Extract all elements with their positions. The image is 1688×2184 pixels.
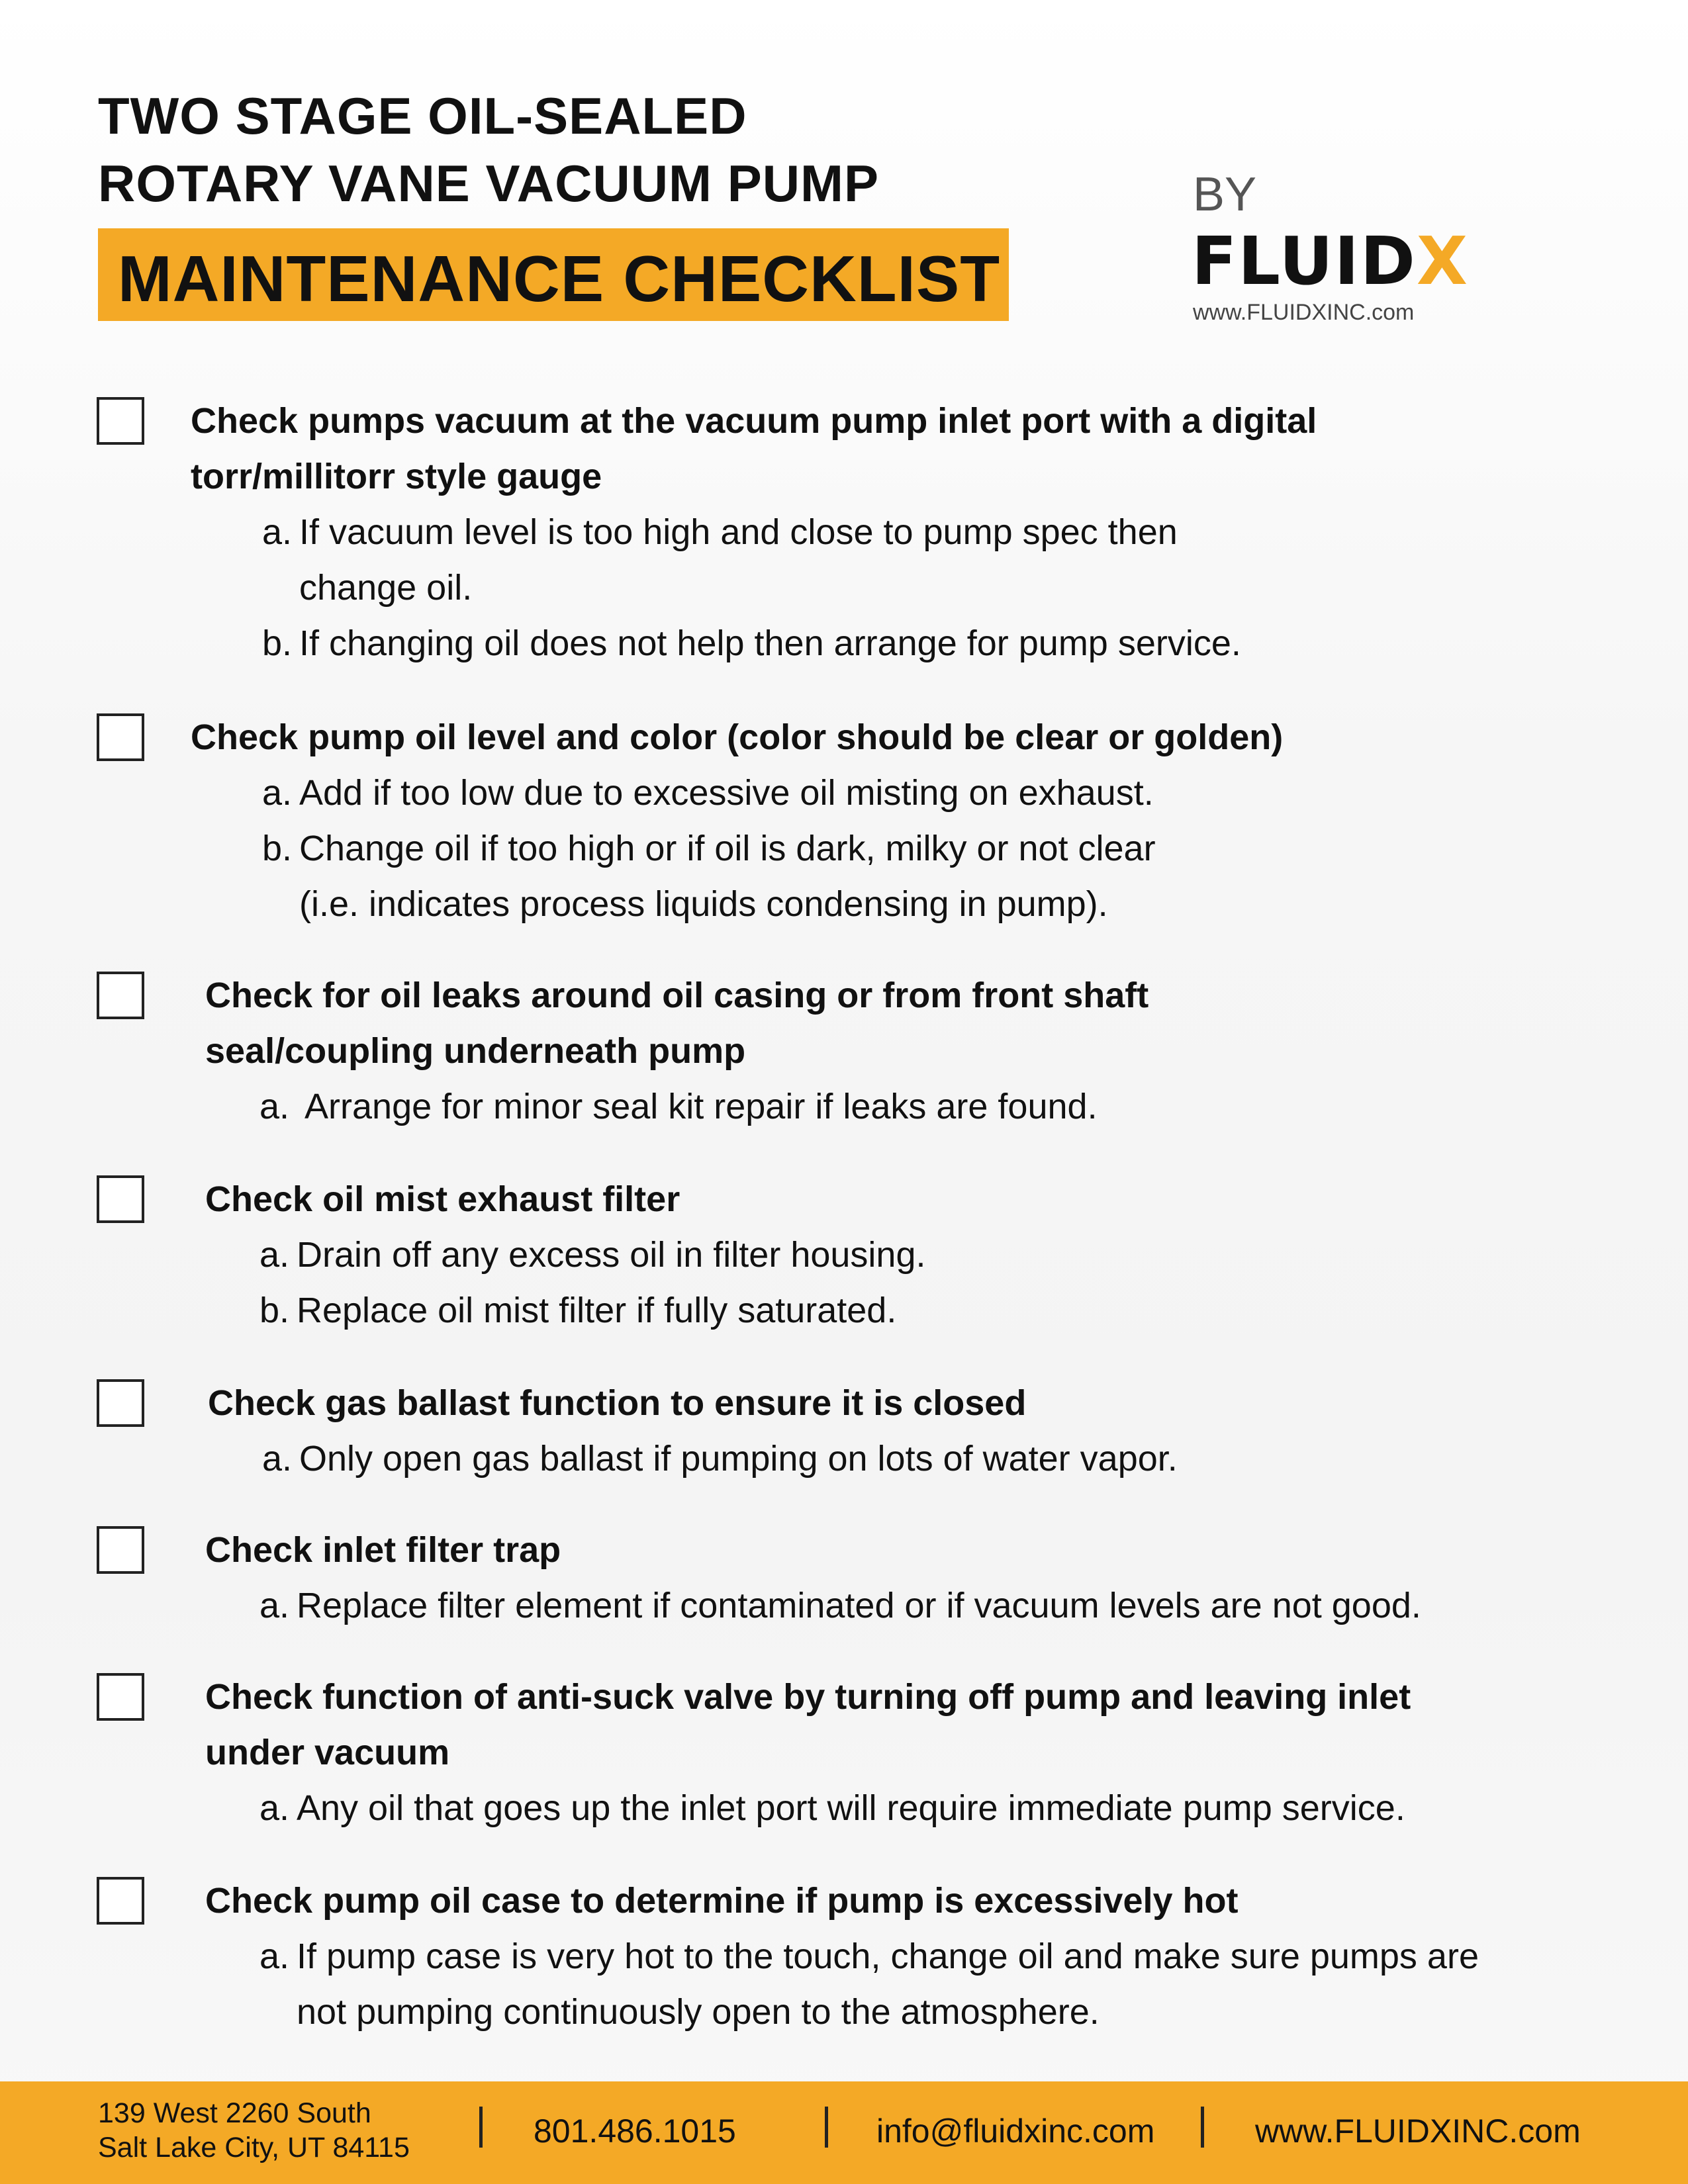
footer-email[interactable]: info@fluidxinc.com: [876, 2113, 1155, 2150]
sub-item-text: If pump case is very hot to the touch, change oil and make sure pumps are: [297, 1936, 1479, 1976]
sub-item-label: a.: [262, 1439, 293, 1479]
footer-website[interactable]: www.FLUIDXINC.com: [1255, 2113, 1581, 2150]
logo-by: BY: [1193, 168, 1257, 221]
sub-item-label: a.: [259, 1087, 290, 1126]
logo-name: FLUID: [1192, 222, 1417, 300]
logo-x: X: [1416, 222, 1469, 300]
sub-item: [262, 615, 1241, 671]
sub-item: [259, 1227, 925, 1283]
checkbox[interactable]: [97, 972, 144, 1019]
item-title: Check inlet filter trap: [205, 1530, 561, 1570]
checkbox[interactable]: [97, 1673, 144, 1721]
sub-item-label: a.: [259, 1235, 290, 1275]
checkbox[interactable]: [97, 1877, 144, 1925]
address-line-1: 139 West 2260 South: [98, 2097, 371, 2129]
sub-item-text: Only open gas ballast if pumping on lots of water vapor.: [299, 1439, 1178, 1479]
item-title: Check gas ballast function to ensure it is closed: [208, 1383, 1027, 1423]
banner-title: MAINTENANCE CHECKLIST: [118, 242, 1001, 315]
checkbox[interactable]: [97, 713, 144, 761]
title-line-2: ROTARY VANE VACUUM PUMP: [98, 154, 880, 212]
item-title: Check for oil leaks around oil casing or from front shaft: [205, 976, 1149, 1015]
item-title-cont: torr/millitorr style gauge: [191, 457, 602, 496]
footer-address: [98, 2096, 410, 2165]
item-title: Check pump oil case to determine if pump is excessively hot: [205, 1881, 1239, 1921]
sub-item: [259, 1780, 1405, 1836]
title-banner: [98, 228, 1009, 321]
sub-item: [262, 1431, 1178, 1486]
sub-item-cont: (i.e. indicates process liquids condensing in pump).: [299, 884, 1108, 924]
sub-item-text: Replace filter element if contaminated or if vacuum levels are not good.: [297, 1586, 1421, 1625]
logo-url: www.FLUIDXINC.com: [1193, 300, 1415, 325]
item-title: Check oil mist exhaust filter: [205, 1179, 680, 1219]
checkbox[interactable]: [97, 1526, 144, 1574]
sub-item-label: a.: [259, 1936, 290, 1976]
sub-item-text: Drain off any excess oil in filter housing.: [297, 1235, 926, 1275]
footer-divider: [1201, 2107, 1204, 2148]
sub-item-text: Arrange for minor seal kit repair if leaks are found.: [297, 1087, 1098, 1126]
sub-item-label: a.: [262, 512, 293, 552]
item-title: Check pump oil level and color (color should be clear or golden): [191, 717, 1284, 757]
fluidx-logo: [1192, 222, 1469, 300]
sub-item-text: If vacuum level is too high and close to pump spec then: [299, 512, 1178, 552]
sub-item-cont: change oil.: [299, 568, 473, 608]
sub-item: [259, 1578, 1421, 1633]
sub-item-label: b.: [262, 829, 293, 868]
sub-item: [262, 504, 1178, 560]
checkbox[interactable]: [97, 397, 144, 445]
item-title: Check function of anti-suck valve by turning off pump and leaving inlet: [205, 1677, 1411, 1717]
sub-item: [259, 1929, 1479, 1984]
footer-bar: [0, 2081, 1688, 2184]
checkbox[interactable]: [97, 1379, 144, 1427]
sub-item-label: a.: [259, 1788, 290, 1828]
sub-item-text: Change oil if too high or if oil is dark, milky or not clear: [299, 829, 1156, 868]
sub-item-text: Replace oil mist filter if fully saturated.: [297, 1291, 897, 1330]
footer-phone: 801.486.1015: [534, 2113, 736, 2150]
sub-item: [262, 765, 1154, 821]
sub-item: [259, 1283, 896, 1338]
sub-item-label: b.: [259, 1291, 290, 1330]
address-line-2: Salt Lake City, UT 84115: [98, 2132, 410, 2163]
footer-divider: [479, 2107, 483, 2148]
sub-item-label: b.: [262, 623, 293, 663]
sub-item: [262, 821, 1156, 876]
title-line-1: TWO STAGE OIL-SEALED: [98, 87, 747, 145]
sub-item-cont: not pumping continuously open to the atmosphere.: [297, 1992, 1100, 2032]
sub-item-label: a.: [259, 1586, 290, 1625]
sub-item-label: a.: [262, 773, 293, 813]
checkbox[interactable]: [97, 1175, 144, 1223]
sub-item-text: Any oil that goes up the inlet port will require immediate pump service.: [297, 1788, 1405, 1828]
item-title-cont: under vacuum: [205, 1733, 450, 1772]
sub-item: [259, 1079, 1098, 1134]
footer-divider: [825, 2107, 828, 2148]
sub-item-text: If changing oil does not help then arrange for pump service.: [299, 623, 1241, 663]
item-title: Check pumps vacuum at the vacuum pump inlet port with a digital: [191, 401, 1317, 441]
item-title-cont: seal/coupling underneath pump: [205, 1031, 746, 1071]
sub-item-text: Add if too low due to excessive oil misting on exhaust.: [299, 773, 1154, 813]
